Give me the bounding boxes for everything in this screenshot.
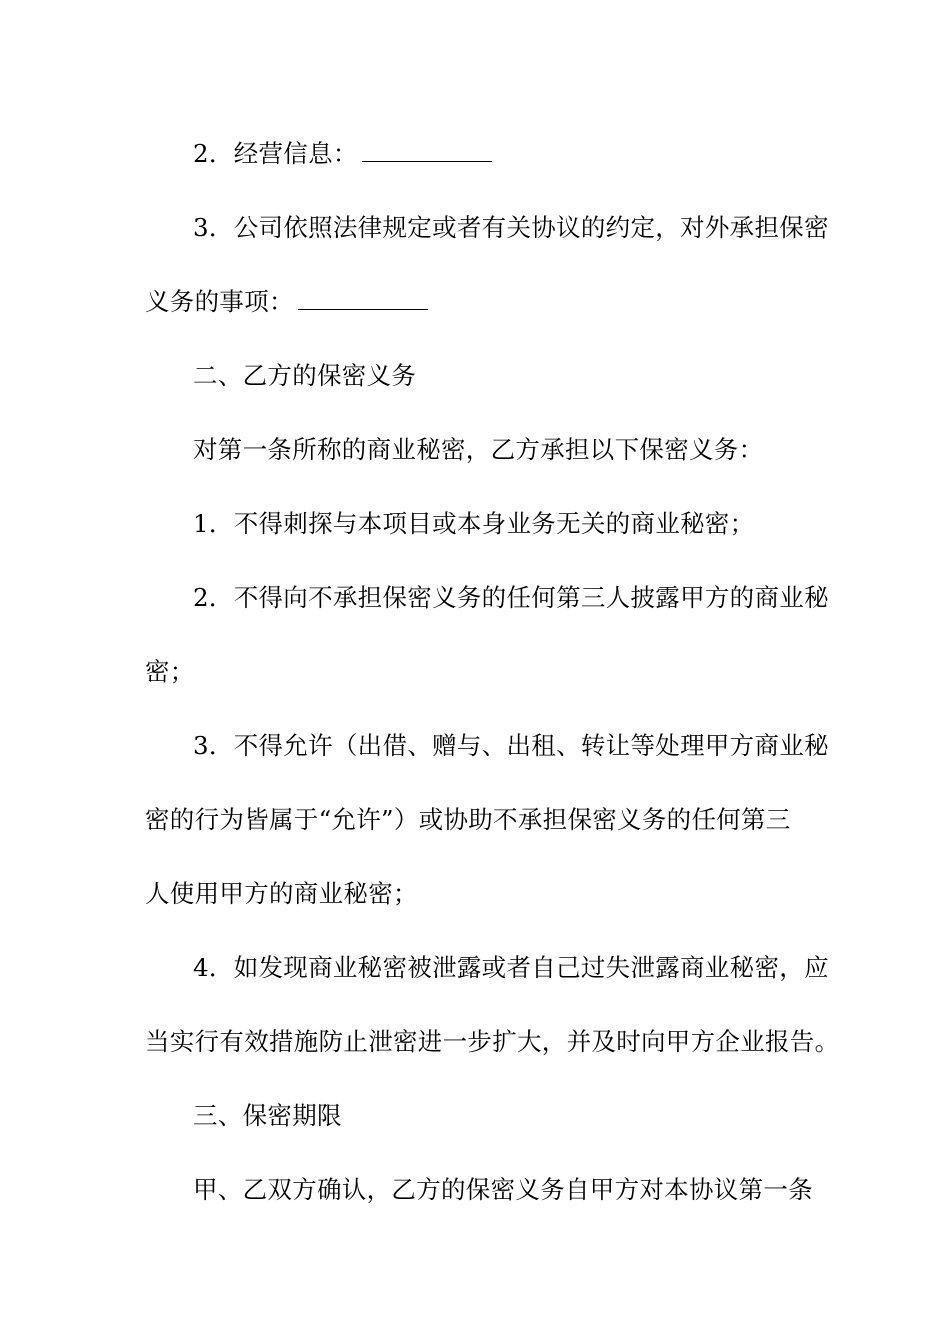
text-line: 人使用甲方的商业秘密；	[145, 879, 418, 908]
text-line: 对第一条所称的商业秘密，乙方承担以下保密义务：	[193, 435, 764, 464]
section-heading: 二、乙方的保密义务	[193, 361, 417, 390]
text-line: 密的行为皆属于“允许”）或协助不承担保密义务的任何第三	[145, 805, 791, 834]
text-line: 密；	[145, 657, 195, 686]
text-line: 3．不得允许（出借、赠与、出租、转让等处理甲方商业秘	[193, 731, 829, 760]
fill-in-blank	[298, 289, 428, 310]
text-line: 4．如发现商业秘密被泄露或者自己过失泄露商业秘密，应	[193, 953, 829, 982]
section-heading: 三、保密期限	[193, 1101, 342, 1130]
text-line-confidential-matters	[145, 286, 815, 318]
text-line: 当实行有效措施防止泄密进一步扩大，并及时向甲方企业报告。	[145, 1027, 840, 1056]
text-line: 2．不得向不承担保密义务的任何第三人披露甲方的商业秘	[193, 583, 829, 612]
text-line: 3．公司依照法律规定或者有关协议的约定，对外承担保密	[193, 213, 829, 242]
fill-in-blank	[362, 141, 492, 162]
text-span: 2．经营信息：	[193, 139, 358, 168]
text-line: 甲、乙双方确认，乙方的保密义务自甲方对本协议第一条	[193, 1175, 813, 1204]
text-span: 义务的事项：	[145, 287, 294, 316]
text-line: 1．不得刺探与本项目或本身业务无关的商业秘密；	[193, 509, 755, 538]
text-line-operating-info	[193, 138, 815, 170]
